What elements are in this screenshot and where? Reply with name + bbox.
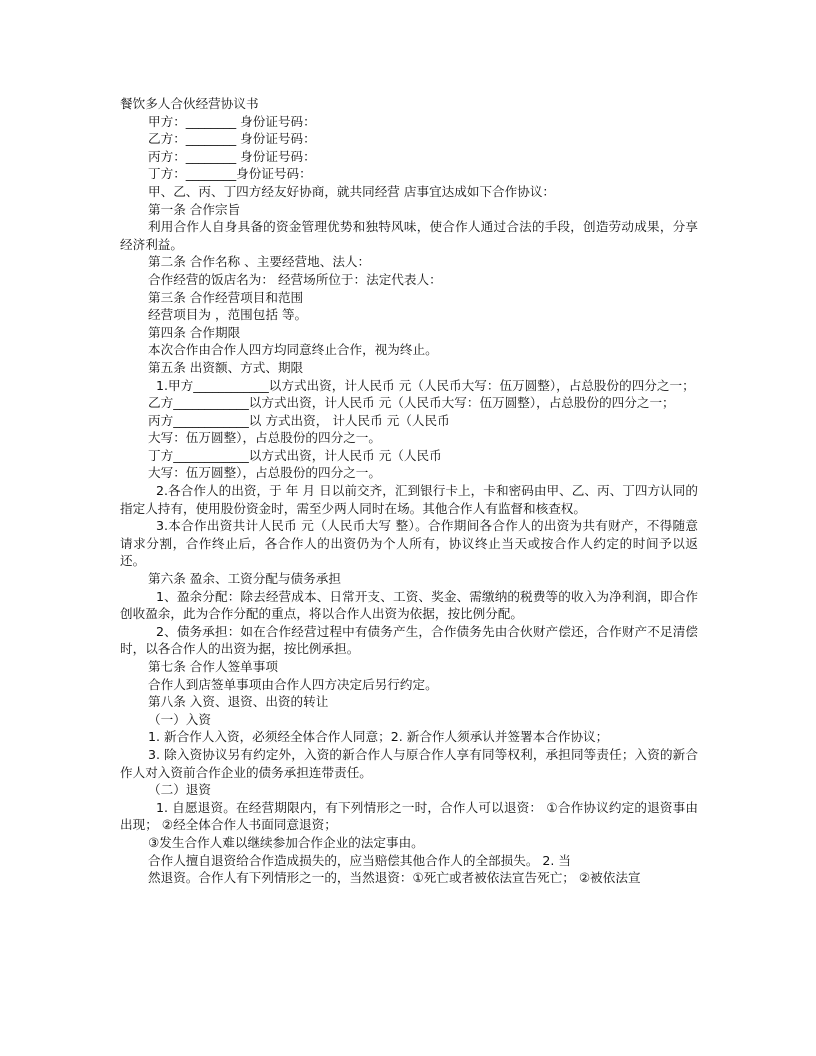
section-2-clause-1: 1. 自愿退资。在经营期限内，有下列情形之一时，合作人可以退资： ①合作协议约定的退资事由出现； ②经全体合作人书面同意退资；	[120, 799, 698, 833]
article-4-heading: 第四条 合作期限	[148, 324, 241, 340]
section-1-heading: （一）入资	[148, 711, 211, 727]
section-1-clause-3: 3. 除入资协议另有约定外，入资的新合作人与原合作人享有同等权利，承担同等责任；入资的新合作人对入资前合作企业的债务承担连带责任。	[120, 746, 698, 780]
article-7-text: 合作人到店签单事项由合作人四方决定后另行约定。	[148, 676, 438, 692]
article-5-item-b: 乙方____________以方式出资，计人民币 元（人民币大写：伍万圆整），占总股份的四分之一；	[148, 395, 675, 411]
article-4-text: 本次合作由合作人四方均同意终止合作，视为终止。	[148, 342, 438, 358]
intro-line: 甲、乙、丙、丁四方经友好协商，就共同经营 店事宜达成如下合作协议：	[148, 183, 556, 199]
party-b-line: 乙方：________ 身份证号码：	[148, 131, 316, 147]
article-3-heading: 第三条 合作经营项目和范围	[148, 289, 304, 305]
party-d-line: 丁方：________身份证号码：	[148, 166, 312, 182]
article-2-heading: 第二条 合作名称 、主要经营地、法人：	[148, 254, 371, 270]
section-2-clause-2: 然退资。合作人有下列情形之一的，当然退资：①死亡或者被依法宣告死亡； ②被依法宣	[148, 870, 641, 886]
article-5-clause-3: 3.本合作出资共计人民币 元（人民币大写 整）。合作期间各合作人的出资为共有财产，不得随意请求分割，合作终止后，各合作人的出资仍为个人所有，协议终止当天或按合作人约定的时间予以返还。	[120, 518, 698, 569]
section-2-clause-1-cont: ③发生合作人难以继续参加合作企业的法定事由。	[148, 834, 424, 850]
article-1-heading: 第一条 合作宗旨	[148, 201, 241, 217]
article-5-item-c-cont: 大写：伍万圆整），占总股份的四分之一。	[148, 430, 381, 446]
article-5-item-d: 丁方____________以方式出资，计人民币 元（人民币	[148, 447, 442, 463]
section-2-loss-line: 合作人擅自退资给合作造成损失的，应当赔偿其他合作人的全部损失。 2. 当	[148, 852, 572, 868]
section-1-clause-1: 1. 新合作人入资，必须经全体合作人同意；2. 新合作人须承认并签署本合作协议；	[148, 729, 609, 745]
article-6-clause-1: 1、盈余分配：除去经营成本、日常开支、工资、奖金、需缴纳的税费等的收入为净利润，即合作创收盈余，此为合作分配的重点，将以合作人出资为依据，按比例分配。	[120, 588, 698, 622]
party-c-line: 丙方：________ 身份证号码：	[148, 148, 316, 164]
article-6-clause-2: 2、债务承担：如在合作经营过程中有债务产生，合作债务先由合伙财产偿还，合作财产不足清偿时，以各合作人的出资为据，按比例承担。	[120, 623, 698, 657]
article-5-item-d-cont: 大写：伍万圆整），占总股份的四分之一。	[148, 465, 381, 481]
article-1-text: 利用合作人自身具备的资金管理优势和独特风味，使合作人通过合法的手段，创造劳动成果，分享经济利益。	[120, 219, 698, 252]
section-2-heading: （二）退资	[148, 782, 211, 798]
article-6-heading: 第六条 盈余、工资分配与债务承担	[148, 571, 341, 587]
document-page	[120, 95, 698, 887]
article-2-text: 合作经营的饭店名为： 经营场所位于：法定代表人：	[148, 271, 442, 287]
party-a-line: 甲方：________ 身份证号码：	[148, 113, 316, 129]
article-5-item-c: 丙方____________以 方式出资， 计人民币 元（人民币	[148, 412, 450, 428]
article-3-text: 经营项目为 ，范围包括 等。	[148, 307, 308, 323]
article-5-item-a: 1.甲方____________以方式出资，计人民币 元（人民币大写：伍万圆整），占总股份的四分之一；	[156, 377, 695, 393]
document-title: 餐饮多人合伙经营协议书	[120, 96, 259, 111]
article-7-heading: 第七条 合作人签单事项	[148, 659, 278, 674]
article-5-heading: 第五条 出资额、方式、期限	[148, 359, 304, 375]
article-8-heading: 第八条 入资、退资、出资的转让	[148, 694, 329, 710]
article-5-clause-2: 2.各合作人的出资，于 年 月 日以前交齐，汇到银行卡上，卡和密码由甲、乙、丙、丁四方认同的指定人持有，使用股份资金时，需至少两人同时在场。其他合作人有监督和核查权。	[120, 483, 698, 516]
